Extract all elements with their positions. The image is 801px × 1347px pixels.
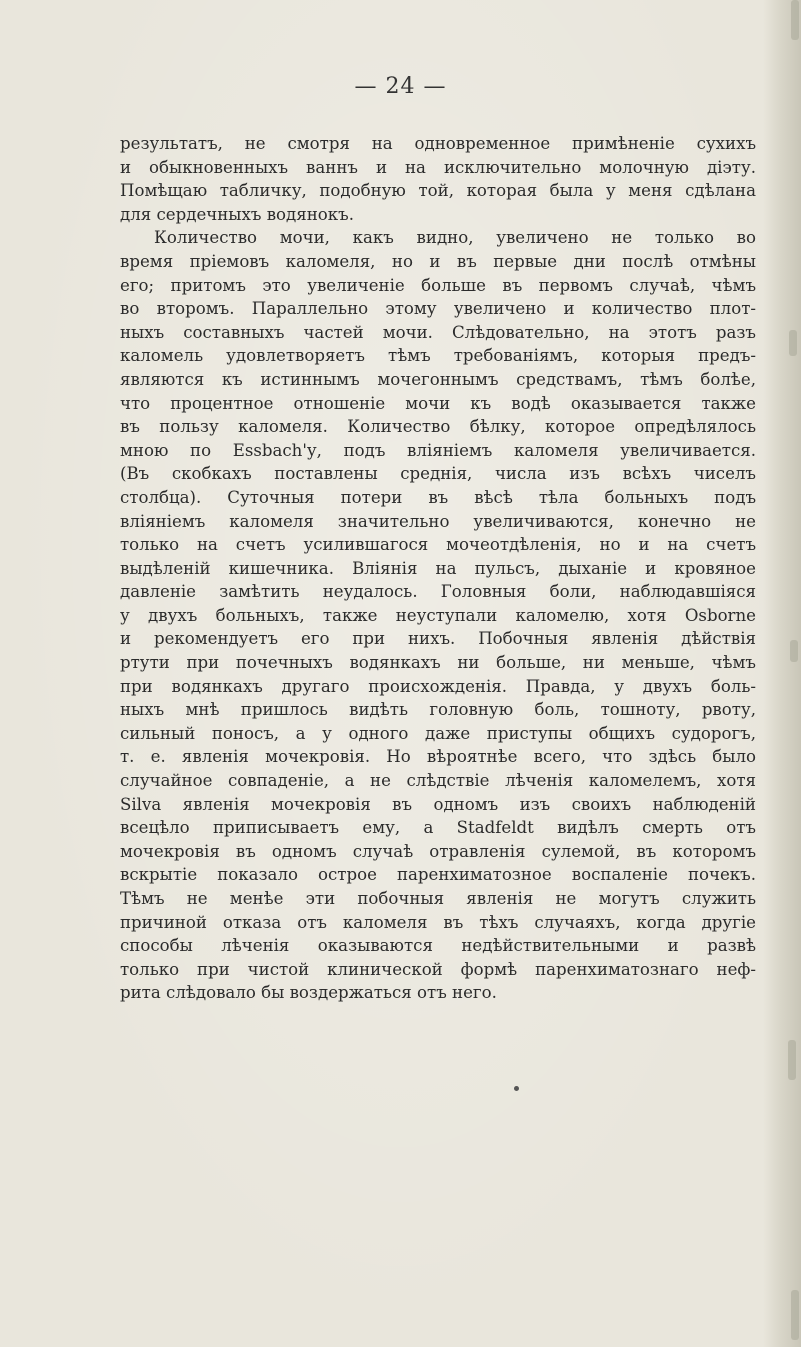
text-line: рита слѣдовало бы воздержаться отъ него. xyxy=(120,983,497,1003)
text-line: столбца). Суточныя потери въ вѣсѣ тѣла больныхъ подъ xyxy=(120,487,756,507)
text-line: ныхъ мнѣ пришлось видѣть головную боль, тошноту, рвоту, xyxy=(120,700,756,720)
edge-smudge xyxy=(788,1040,796,1080)
text-line: мочекровія въ одномъ случаѣ отравленія сулемой, въ которомъ xyxy=(120,841,756,861)
text-line: ртути при почечныхъ водянкахъ ни больше, ни меньше, чѣмъ xyxy=(120,653,756,673)
text-line: только на счетъ усилившагося мочеотдѣленія, но и на счетъ xyxy=(120,535,756,555)
text-line: случайное совпаденіе, а не слѣдствіе лѣченія каломелемъ, хотя xyxy=(120,771,756,791)
text-line: Помѣщаю табличку, подобную той, которая была у меня сдѣлана xyxy=(120,181,756,201)
text-line: т. е. явленія мочекровія. Но вѣроятнѣе всего, что здѣсь было xyxy=(120,747,756,767)
text-line: вліяніемъ каломеля значительно увеличиваются, конечно не xyxy=(120,511,756,531)
text-line: его; притомъ это увеличеніе больше въ первомъ случаѣ, чѣмъ xyxy=(120,275,756,295)
text-line: способы лѣченія оказываются недѣйствительными и развѣ xyxy=(120,936,756,956)
edge-smudge xyxy=(789,330,797,356)
text-line: (Въ скобкахъ поставлены среднія, числа изъ всѣхъ чиселъ xyxy=(120,464,756,484)
edge-smudge xyxy=(790,640,798,662)
text-line: Тѣмъ не менѣе эти побочныя явленія не могутъ служить xyxy=(120,889,756,908)
text-line: и обыкновенныхъ ваннъ и на исключительно молочную діэту. xyxy=(120,157,756,177)
text-line: мною по Essbach'у, подъ вліяніемъ каломеля увеличивается. xyxy=(120,440,756,460)
text-line: всецѣло приписываетъ ему, а Stadfeldt видѣлъ смерть отъ xyxy=(120,818,756,838)
text-line: во второмъ. Параллельно этому увеличено и количество плот- xyxy=(120,299,756,319)
text-line: ныхъ составныхъ частей мочи. Слѣдовательно, на этотъ разъ xyxy=(120,322,756,342)
text-line: что процентное отношеніе мочи къ водѣ оказывается также xyxy=(120,393,756,413)
body-text xyxy=(120,132,756,1005)
page-edge-shadow xyxy=(763,0,801,1347)
text-line: при водянкахъ другаго происхожденія. Правда, у двухъ боль- xyxy=(120,676,756,696)
text-line: только при чистой клинической формѣ паренхиматознаго неф- xyxy=(120,959,756,979)
text-line: Silva явленія мочекровія въ одномъ изъ своихъ наблюденій xyxy=(120,794,756,814)
text-line: для сердечныхъ водянокъ. xyxy=(120,204,354,224)
text-line: причиной отказа отъ каломеля въ тѣхъ случаяхъ, когда другіе xyxy=(120,912,756,932)
text-line: вскрытіе показало острое паренхиматозное воспаленіе почекъ. xyxy=(120,865,756,885)
text-line: каломель удовлетворяетъ тѣмъ требованіямъ, которыя предъ- xyxy=(120,346,756,366)
edge-smudge xyxy=(791,0,799,40)
text-line: у двухъ больныхъ, также неуступали каломелю, хотя Osborne xyxy=(120,605,756,625)
text-line: выдѣленій кишечника. Вліянія на пульсъ, дыханіе и кровяное xyxy=(120,558,756,578)
text-line: время пріемовъ каломеля, но и въ первые дни послѣ отмѣны xyxy=(120,251,756,271)
text-line: сильный поносъ, а у одного даже приступы общихъ судорогъ, xyxy=(120,723,756,743)
text-line: результатъ, не смотря на одновременное примѣненіе сухихъ xyxy=(120,134,756,153)
page-number: — 24 — xyxy=(354,74,447,99)
ink-dot xyxy=(514,1086,519,1091)
text-line: являются къ истиннымъ мочегоннымъ средствамъ, тѣмъ болѣе, xyxy=(120,369,756,389)
text-line: давленіе замѣтить неудалось. Головныя боли, наблюдавшіяся xyxy=(120,582,756,602)
text-line: и рекомендуетъ его при нихъ. Побочныя явленія дѣйствія xyxy=(120,629,756,649)
edge-smudge xyxy=(791,1290,799,1340)
text-line: въ пользу каломеля. Количество бѣлку, которое опредѣлялось xyxy=(120,417,756,437)
text-line: Количество мочи, какъ видно, увеличено не только во xyxy=(154,228,756,248)
